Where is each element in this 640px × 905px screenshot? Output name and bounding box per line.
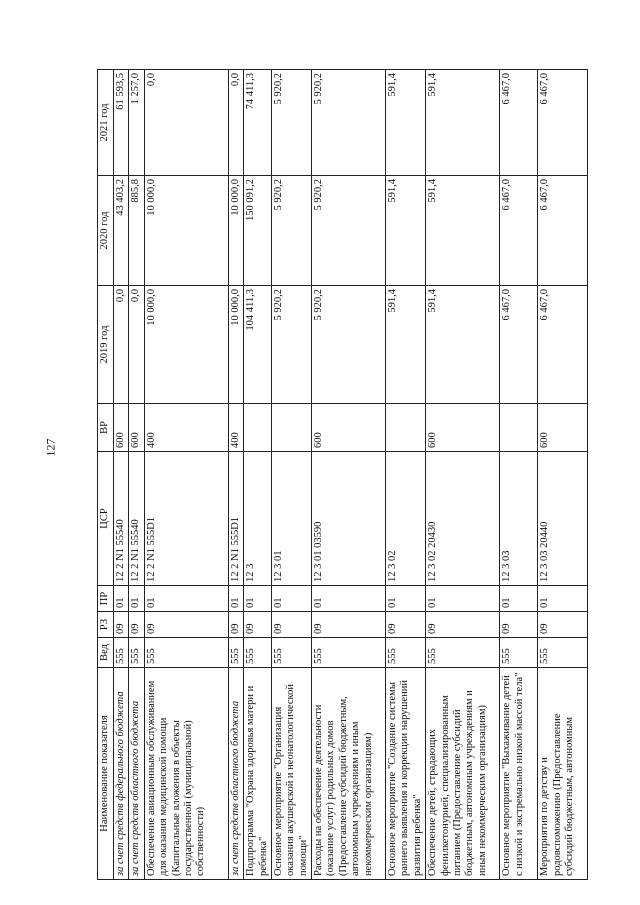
row-2020: 10 000,0 (144, 176, 228, 286)
header-ved: Вед (98, 638, 114, 668)
row-2019: 6 467,0 (500, 286, 538, 404)
row-2021: 74 411,3 (244, 70, 272, 176)
row-csr: 12 3 (244, 452, 272, 586)
row-pr: 01 (312, 586, 386, 612)
table-header-row (98, 70, 114, 880)
row-vr (386, 404, 426, 452)
row-name: Расходы на обеспечение деятельности (оказание услуг) родильных домов (Предоставление субсидий бюджетным, автономным учреждениям и иным некоммерческим организациям) (312, 668, 386, 880)
row-csr: 12 3 01 (271, 452, 311, 586)
table-row (144, 70, 228, 880)
row-2021: 6 467,0 (500, 70, 538, 176)
row-csr: 12 3 03 20440 (538, 452, 588, 586)
row-2019: 591,4 (426, 286, 500, 404)
row-rz: 09 (386, 612, 426, 638)
table-row (129, 70, 144, 880)
row-2021: 0,0 (228, 70, 243, 176)
row-ved: 555 (114, 638, 129, 668)
row-2020: 6 467,0 (538, 176, 588, 286)
row-rz: 09 (129, 612, 144, 638)
row-csr: 12 2 N1 555D1 (228, 452, 243, 586)
table-row (312, 70, 386, 880)
row-pr: 01 (500, 586, 538, 612)
row-2019: 0,0 (129, 286, 144, 404)
row-2020: 150 091,2 (244, 176, 272, 286)
row-ved: 555 (244, 638, 272, 668)
header-pr: ПР (98, 586, 114, 612)
row-pr: 01 (426, 586, 500, 612)
row-rz: 09 (312, 612, 386, 638)
row-name: за счет средств областного бюджета (129, 668, 144, 880)
row-vr: 400 (144, 404, 228, 452)
row-ved: 555 (271, 638, 311, 668)
row-pr: 01 (114, 586, 129, 612)
row-rz: 09 (144, 612, 228, 638)
row-vr: 600 (129, 404, 144, 452)
row-vr: 400 (228, 404, 243, 452)
row-csr: 12 3 02 (386, 452, 426, 586)
header-vr: ВР (98, 404, 114, 452)
header-2020: 2020 год (98, 176, 114, 286)
row-vr: 600 (426, 404, 500, 452)
table-row (114, 70, 129, 880)
row-name: за счет средств федерального бюджета (114, 668, 129, 880)
row-vr: 600 (538, 404, 588, 452)
row-2021: 591,4 (386, 70, 426, 176)
row-vr: 600 (114, 404, 129, 452)
table-row (244, 70, 272, 880)
row-vr (244, 404, 272, 452)
row-csr: 12 2 N1 55540 (114, 452, 129, 586)
row-2021: 5 920,2 (312, 70, 386, 176)
table-row (271, 70, 311, 880)
row-vr: 600 (312, 404, 386, 452)
row-rz: 09 (538, 612, 588, 638)
row-2019: 5 920,2 (312, 286, 386, 404)
row-2019: 0,0 (114, 286, 129, 404)
row-ved: 555 (144, 638, 228, 668)
row-2020: 5 920,2 (271, 176, 311, 286)
row-2019: 591,4 (386, 286, 426, 404)
row-2020: 885,8 (129, 176, 144, 286)
page-number: 127 (43, 438, 58, 457)
row-2021: 0,0 (144, 70, 228, 176)
row-vr (500, 404, 538, 452)
row-csr: 12 2 N1 55540 (129, 452, 144, 586)
row-rz: 09 (500, 612, 538, 638)
row-name: Основное мероприятие "Выхаживание детей с низкой и экстремально низкой массой тела" (500, 668, 538, 880)
row-vr (271, 404, 311, 452)
row-2019: 6 467,0 (538, 286, 588, 404)
row-rz: 09 (228, 612, 243, 638)
row-2020: 6 467,0 (500, 176, 538, 286)
row-name: за счет средств областного бюджета (228, 668, 243, 880)
table-row (426, 70, 500, 880)
header-2019: 2019 год (98, 286, 114, 404)
row-pr: 01 (386, 586, 426, 612)
header-rz: РЗ (98, 612, 114, 638)
row-name: Мероприятия по детству и родовспоможению (Предоставление субсидий бюджетным, автономным (538, 668, 588, 880)
row-ved: 555 (500, 638, 538, 668)
row-2020: 43 403,2 (114, 176, 129, 286)
row-name: Основное мероприятие "Создание системы раннего выявления и коррекции нарушений развития ребенка" (386, 668, 426, 880)
table-row (386, 70, 426, 880)
header-csr: ЦСР (98, 452, 114, 586)
header-2021: 2021 год (98, 70, 114, 176)
row-pr: 01 (144, 586, 228, 612)
table-row (228, 70, 243, 880)
row-csr: 12 2 N1 555D1 (144, 452, 228, 586)
row-pr: 01 (129, 586, 144, 612)
row-ved: 555 (129, 638, 144, 668)
row-ved: 555 (228, 638, 243, 668)
row-2020: 5 920,2 (312, 176, 386, 286)
row-2020: 10 000,0 (228, 176, 243, 286)
table-row (538, 70, 588, 880)
row-2019: 5 920,2 (271, 286, 311, 404)
row-pr: 01 (538, 586, 588, 612)
row-2019: 10 000,0 (144, 286, 228, 404)
row-rz: 09 (271, 612, 311, 638)
row-rz: 09 (244, 612, 272, 638)
row-2021: 5 920,2 (271, 70, 311, 176)
row-ved: 555 (386, 638, 426, 668)
row-2019: 104 411,3 (244, 286, 272, 404)
row-2020: 591,4 (386, 176, 426, 286)
row-csr: 12 3 01 03590 (312, 452, 386, 586)
rotated-table-container (97, 70, 577, 880)
row-name: Обеспечение авиационным обслуживанием для оказания медицинской помощи (Капитальные вложения в объекты государственной (муниципальной) собственности) (144, 668, 228, 880)
row-rz: 09 (114, 612, 129, 638)
row-ved: 555 (538, 638, 588, 668)
row-2020: 591,4 (426, 176, 500, 286)
row-rz: 09 (426, 612, 500, 638)
row-csr: 12 3 02 20430 (426, 452, 500, 586)
row-ved: 555 (312, 638, 386, 668)
row-name: Основное мероприятие "Организация оказания акушерской и неонатологической помощи" (271, 668, 311, 880)
row-2021: 61 593,5 (114, 70, 129, 176)
row-2019: 10 000,0 (228, 286, 243, 404)
header-name: Наименование показателя (98, 668, 114, 880)
row-2021: 591,4 (426, 70, 500, 176)
row-2021: 6 467,0 (538, 70, 588, 176)
table-body (114, 70, 588, 880)
row-2021: 1 257,0 (129, 70, 144, 176)
row-pr: 01 (228, 586, 243, 612)
row-name: Обеспечение детей, страдающих фенилкетонурией, специализированным питанием (Предоставление субсидий бюджетным, автономным учреждениям и иным некоммерческим организациям) (426, 668, 500, 880)
table-row (500, 70, 538, 880)
budget-table (97, 69, 588, 880)
row-pr: 01 (244, 586, 272, 612)
row-pr: 01 (271, 586, 311, 612)
row-ved: 555 (426, 638, 500, 668)
row-csr: 12 3 03 (500, 452, 538, 586)
row-name: Подпрограмма "Охрана здоровья матери и ребенка" (244, 668, 272, 880)
